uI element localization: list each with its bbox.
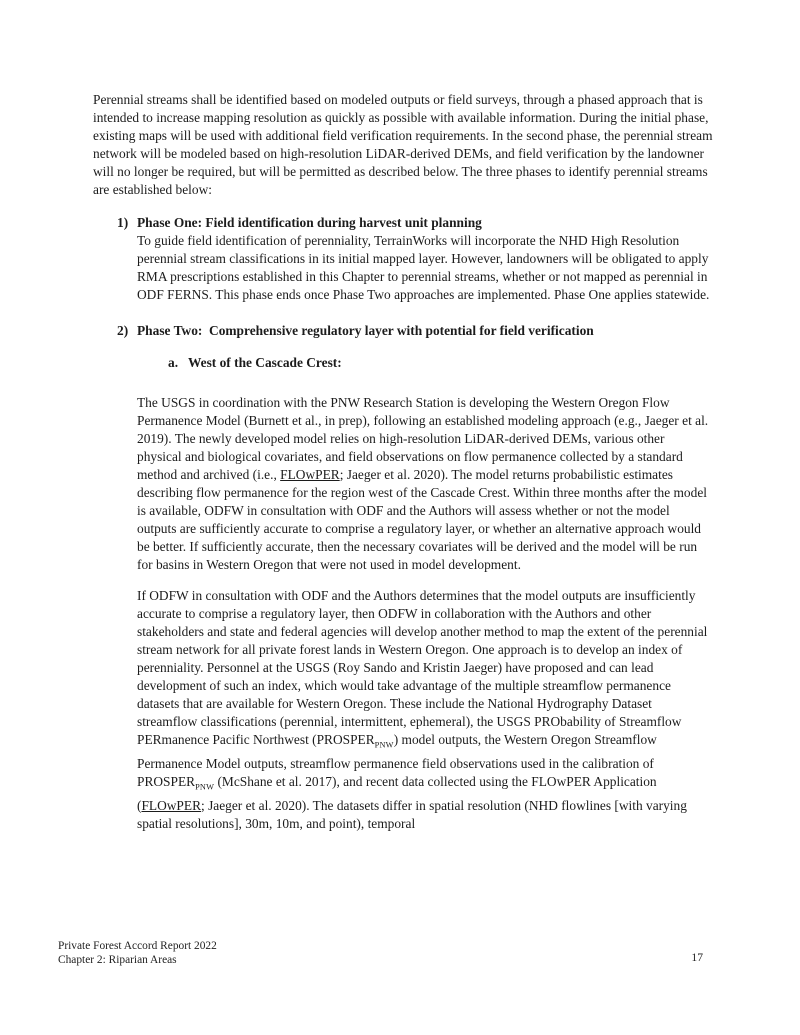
text-run: (McShane et al. 2017), and recent data collected using the FLOwPER Application ( (137, 774, 657, 813)
phase-two-heading: Phase Two: Comprehensive regulatory layer with potential for field verification (137, 323, 594, 338)
text-run: PNW (374, 741, 394, 751)
sub-item-heading: West of the Cascade Crest: (188, 355, 342, 370)
text-run: ; Jaeger et al. 2020). The datasets differ in spatial resolution (NHD flowlines [with varying spatial resolutions], 30m, 10m, and point), temporal (137, 797, 687, 831)
paragraph-alternative-method (137, 587, 712, 832)
flowper-link[interactable]: FLOwPER (141, 797, 201, 813)
list-item-phase-one (117, 214, 713, 304)
list-item-phase-two (117, 322, 713, 340)
list-number-1: 1) (117, 215, 129, 230)
text-run: The USGS in coordination with the PNW Research Station is developing the Western Oregon Flow Permanence Model (Burnett et al., in prep), following an established modeling approach (e.g., Jaeger et al. 2019). The newly developed model relies on high-resolution LiDAR-derived DEMs, various other physical and biological covariates, and field observations on flow permanence collected by a standard method and archived (i.e., (137, 395, 709, 482)
sub-item-a (168, 354, 713, 372)
text-run: PNW (195, 782, 215, 792)
phase-one-heading: Phase One: Field identification during harvest unit planning (137, 215, 482, 230)
text-run: ; Jaeger et al. 2020). The model returns probabilistic estimates describing flow permanence for the region west of the Cascade Crest. Within three months after the model is available, ODFW in consultation with ODF and the Authors will assess whether or not the model outputs are sufficiently accurate to comprise a regulatory layer, or whether an alternative approach would be better. If sufficiently accurate, then the necessary covariates will be derived and the model will be run for basins in Western Oregon that were not used in model development. (137, 467, 707, 572)
flowper-link[interactable]: FLOwPER (280, 467, 340, 482)
footer-report-title: Private Forest Accord Report 2022 (58, 940, 217, 952)
footer-chapter: Chapter 2: Riparian Areas (58, 954, 177, 966)
paragraph-west-cascade-model (137, 394, 712, 574)
phase-one-body: To guide field identification of perenniality, TerrainWorks will incorporate the NHD High Resolution perennial stream classifications in its initial mapped layer. However, landowners will be obligated to apply RMA prescriptions established in this Chapter to perennial streams, whether or not mapped as perennial in ODF FERNS. This phase ends once Phase Two approaches are implemented. Phase One applies statewide. (137, 233, 710, 302)
page-footer (58, 939, 217, 967)
sub-item-letter: a. (168, 355, 179, 370)
text-run: If ODFW in consultation with ODF and the Authors determines that the model outputs are insufficiently accurate to comprise a regulatory layer, then ODFW in collaboration with the Authors and other stakeholders and state and federal agencies will develop another method to map the extent of the perennial stream network for all private forest lands in Western Oregon. One approach is to develop an index of perenniality. Personnel at the USGS (Roy Sando and Kristin Jaeger) have proposed and can lead development of such an index, which would take advantage of the multiple streamflow permanence datasets that are available for Western Oregon. These include the National Hydrography Dataset streamflow classifications (perennial, intermittent, ephemeral), the USGS PRObability of Streamflow PERmanence Pacific Northwest (PROSPER (137, 588, 708, 748)
text-run: ) model outputs, the Western Oregon Streamflow Permanence Model outputs, streamflow permanence field observations used in the calibration of PROSPER (137, 732, 657, 790)
page-content (93, 91, 713, 846)
page-number: 17 (691, 951, 703, 964)
list-number-2: 2) (117, 323, 129, 338)
phase-one-block (137, 214, 712, 304)
intro-paragraph: Perennial streams shall be identified based on modeled outputs or field surveys, through a phased approach that is intended to increase mapping resolution as quickly as possible with available information. During the initial phase, existing maps will be used with additional field verification requirements. In the second phase, the perennial stream network will be modeled based on high-resolution LiDAR-derived DEMs, and field verification by the landowner will no longer be required, but will be permitted as described below. The three phases to identify perennial streams are established below: (93, 92, 713, 197)
